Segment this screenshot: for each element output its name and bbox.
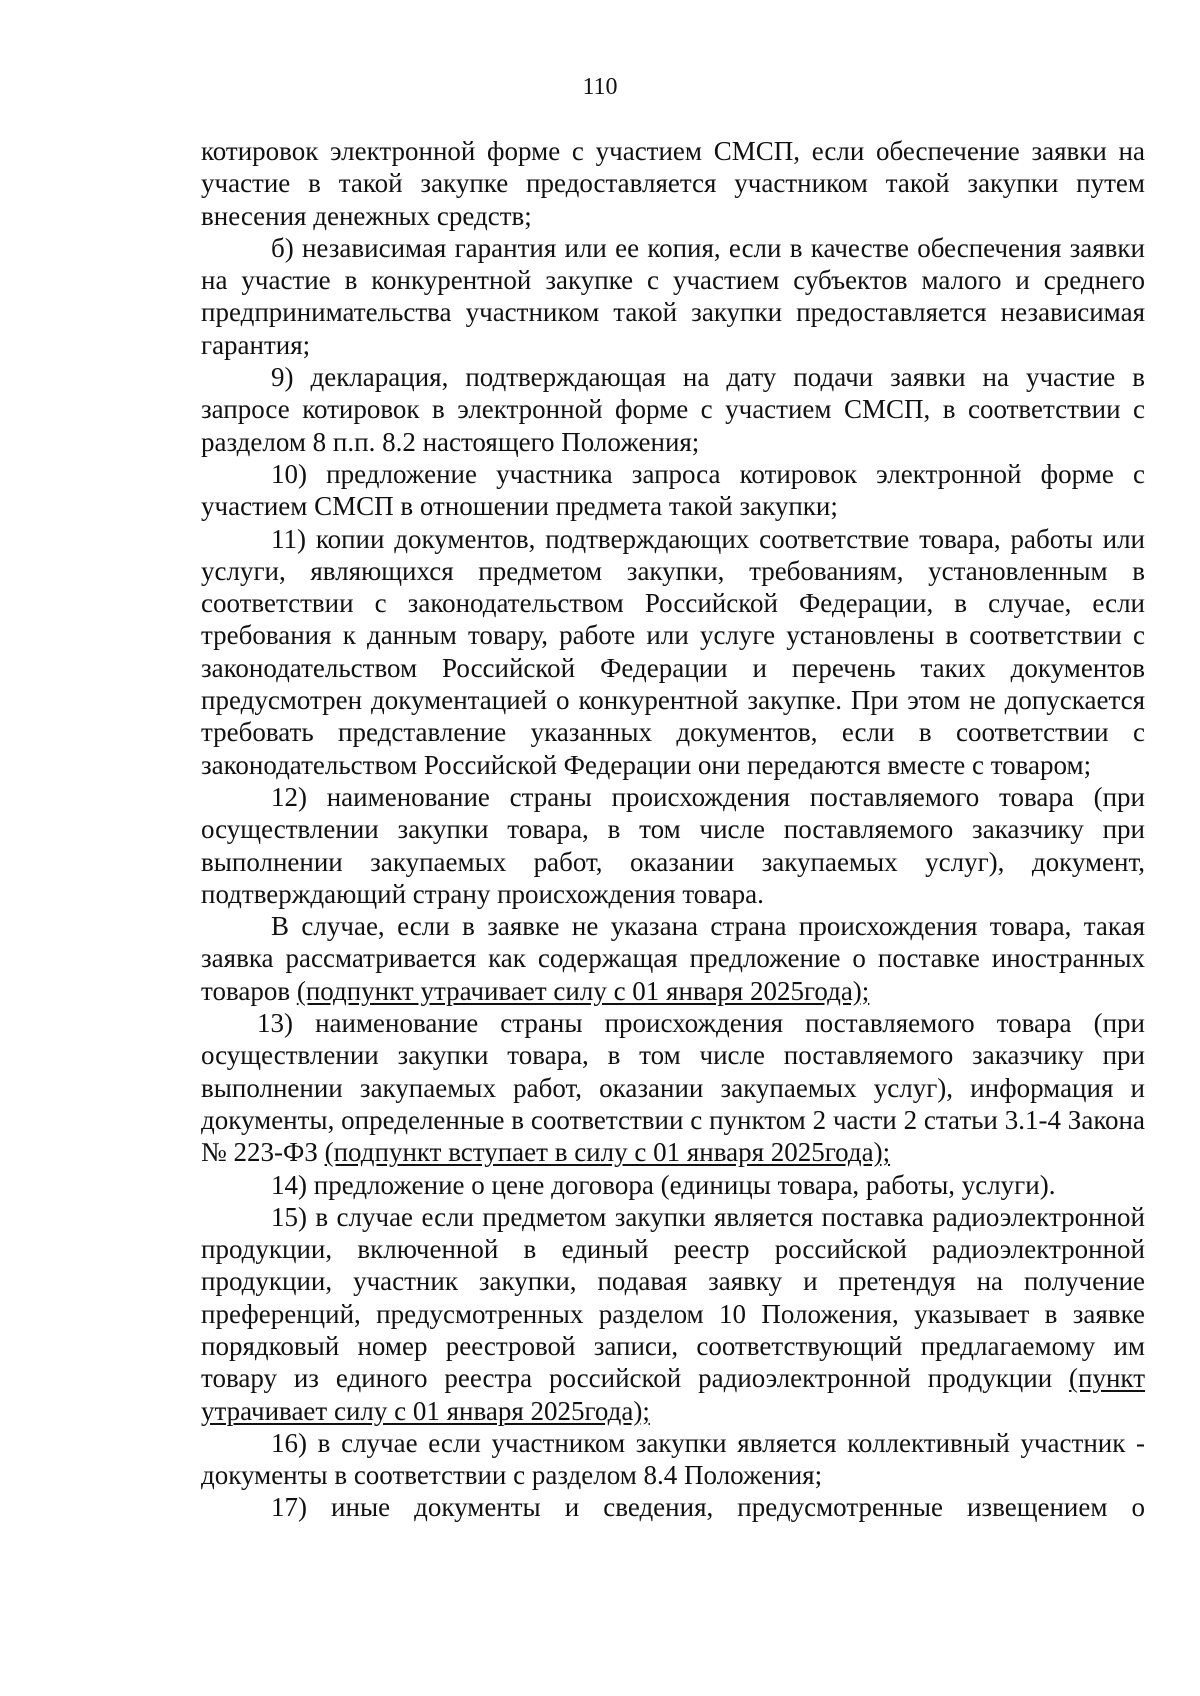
paragraph-text: 16) в случае если участником закупки является коллективный участник - документы в соответствии с разделом 8.4 Положения;	[201, 1427, 1145, 1491]
paragraph-9-declaration	[201, 361, 1145, 458]
document-body	[201, 135, 1145, 1524]
paragraph-b-independent-guarantee	[201, 232, 1145, 361]
paragraph-text: 14) предложение о цене договора (единицы товара, работы, услуги).	[271, 1169, 1056, 1200]
underlined-note: (подпункт утрачивает силу с 01 января 2025года);	[296, 975, 870, 1006]
paragraph-14-price	[201, 1169, 1145, 1201]
paragraph-text: 10) предложение участника запроса котировок электронной форме с участием СМСП в отношении предмета такой закупки;	[201, 458, 1145, 522]
underlined-note: (подпункт вступает в силу с 01 января 2025года);	[324, 1137, 891, 1168]
paragraph-text: 13) наименование страны происхождения поставляемого товара (при осуществлении закупки товара, в том числе поставляемого заказчику при выполнении закупаемых работ, оказании закупаемых услуг), информация и документы, определенные в соответствии с пунктом 2 части 2 статьи 3.1-4 Закона № 223-ФЗ	[201, 1008, 1145, 1168]
paragraph-text: б) независимая гарантия или ее копия, если в качестве обеспечения заявки на участие в конкурентной закупке с участием субъектов малого и среднего предпринимательства участником такой закупки предоставляется независимая гарантия;	[201, 232, 1145, 360]
paragraph-12-country-of-origin	[201, 781, 1145, 910]
paragraph-text: котировок электронной форме с участием СМСП, если обеспечение заявки на участие в такой закупке предоставляется участником такой закупки путем внесения денежных средств;	[201, 136, 1145, 231]
page-number: 110	[582, 74, 618, 100]
paragraph-text: 11) копии документов, подтверждающих соответствие товара, работы или услуги, являющихся предметом закупки, требованиям, установленным в соответствии с законодательством Российской Федерации, в случае, если требования к данным товару, работе или услуге установлены в соответствии с законодательством Российской Федерации и перечень таких документов предусмотрен документацией о конкурентной закупке. При этом не допускается требовать представление указанных документов, если в соответствии с законодательством Российской Федерации они передаются вместе с товаром;	[201, 523, 1145, 780]
paragraph-text: 12) наименование страны происхождения поставляемого товара (при осуществлении закупки товара, в том числе поставляемого заказчику при выполнении закупаемых работ, оказании закупаемых услуг), документ, подтверждающий страну происхождения товара.	[201, 781, 1145, 909]
paragraph-text: 17) иные документы и сведения, предусмотренные извещением о	[271, 1492, 1145, 1523]
paragraph-12-note	[201, 910, 1145, 1007]
paragraph-continuation	[201, 135, 1145, 232]
paragraph-11-document-copies	[201, 523, 1145, 781]
paragraph-17-other-documents	[201, 1491, 1145, 1523]
paragraph-16-collective-participant	[201, 1427, 1145, 1492]
paragraph-text: 15) в случае если предметом закупки является поставка радиоэлектронной продукции, включенной в единый реестр российской радиоэлектронной продукции, участник закупки, подавая заявку и претендуя на получение преференций, предусмотренных разделом 10 Положения, указывает в заявке порядковый номер реестровой записи, соответствующий предлагаемому им товару из единого реестра российской радиоэлектронной продукции	[201, 1201, 1145, 1394]
paragraph-13-country-of-origin	[201, 1007, 1145, 1168]
paragraph-text: В случае, если в заявке не указана страна происхождения товара, такая заявка рассматривается как содержащая предложение о поставке иностранных товаров	[201, 911, 1145, 1006]
underlined-note: (пункт утрачивает силу с 01 января 2025года);	[201, 1363, 1145, 1426]
paragraph-15-radioelectronics	[201, 1201, 1145, 1427]
paragraph-10-proposal	[201, 458, 1145, 523]
paragraph-text: 9) декларация, подтверждающая на дату подачи заявки на участие в запросе котировок в электронной форме с участием СМСП, в соответствии с разделом 8 п.п. 8.2 настоящего Положения;	[201, 362, 1145, 457]
